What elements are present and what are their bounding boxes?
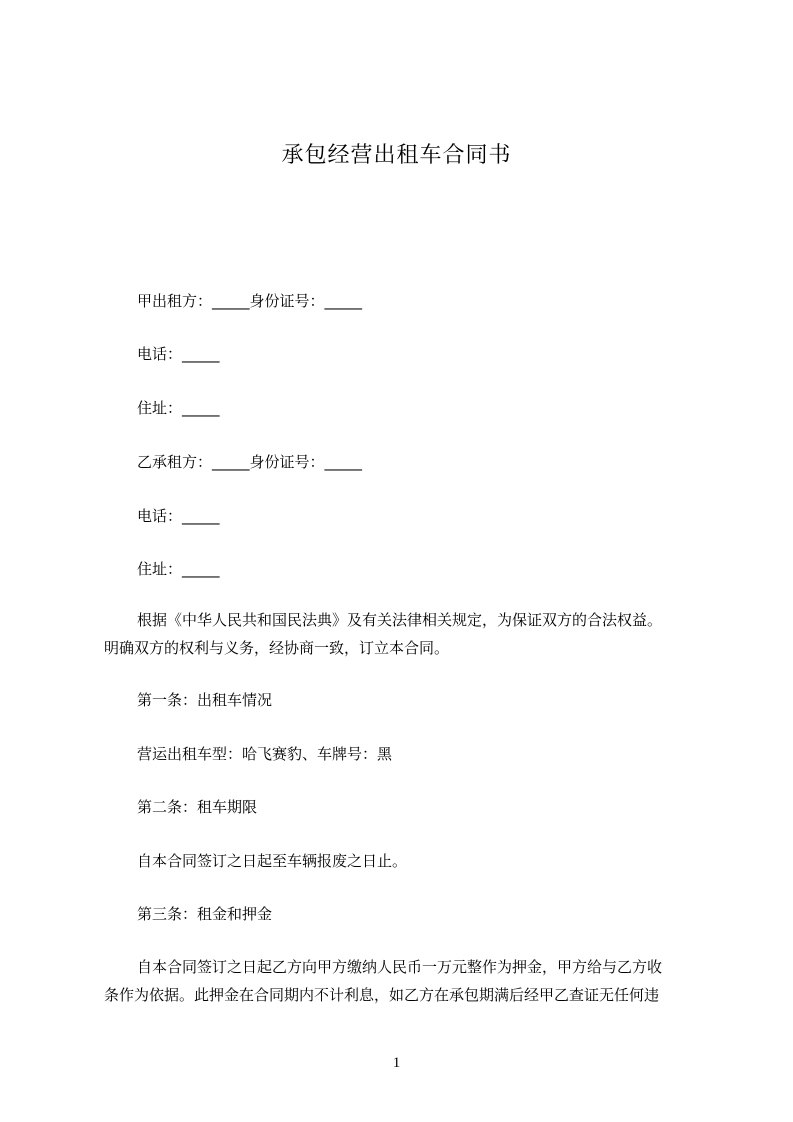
article3-heading: 第三条：租金和押金 xyxy=(137,905,273,923)
intro-paragraph xyxy=(104,606,696,662)
article3-line-2: 条作为依据。此押金在合同期内不计利息，如乙方在承包期满后经甲乙查证无任何违 xyxy=(104,986,660,1004)
article1-body: 营运出租车型：哈飞赛豹、车牌号：黑 xyxy=(137,745,393,763)
lessor-address: 住址：_____ xyxy=(137,399,220,417)
lessor-line: 甲出租方：_____身份证号：_____ xyxy=(137,292,363,310)
intro-line-1: 根据《中华人民共和国民法典》及有关法律相关规定，为保证双方的合法权益。 xyxy=(137,611,663,629)
article3-paragraph xyxy=(104,953,696,1009)
article2-body: 自本合同签订之日起至车辆报废之日止。 xyxy=(137,852,408,870)
lessee-line: 乙承租方：_____身份证号：_____ xyxy=(137,453,363,471)
article2-heading: 第二条：租车期限 xyxy=(137,798,258,816)
lessee-address: 住址：_____ xyxy=(137,560,220,578)
lessee-phone: 电话：_____ xyxy=(137,507,220,525)
document-title: 承包经营出租车合同书 xyxy=(281,143,512,168)
intro-line-2: 明确双方的权利与义务，经协商一致，订立本合同。 xyxy=(104,639,450,657)
lessor-phone: 电话：_____ xyxy=(137,345,220,363)
page-number: 1 xyxy=(392,1055,401,1071)
article1-heading: 第一条：出租车情况 xyxy=(137,691,273,709)
article3-line-1: 自本合同签订之日起乙方向甲方缴纳人民币一万元整作为押金，甲方给与乙方收 xyxy=(137,958,663,976)
